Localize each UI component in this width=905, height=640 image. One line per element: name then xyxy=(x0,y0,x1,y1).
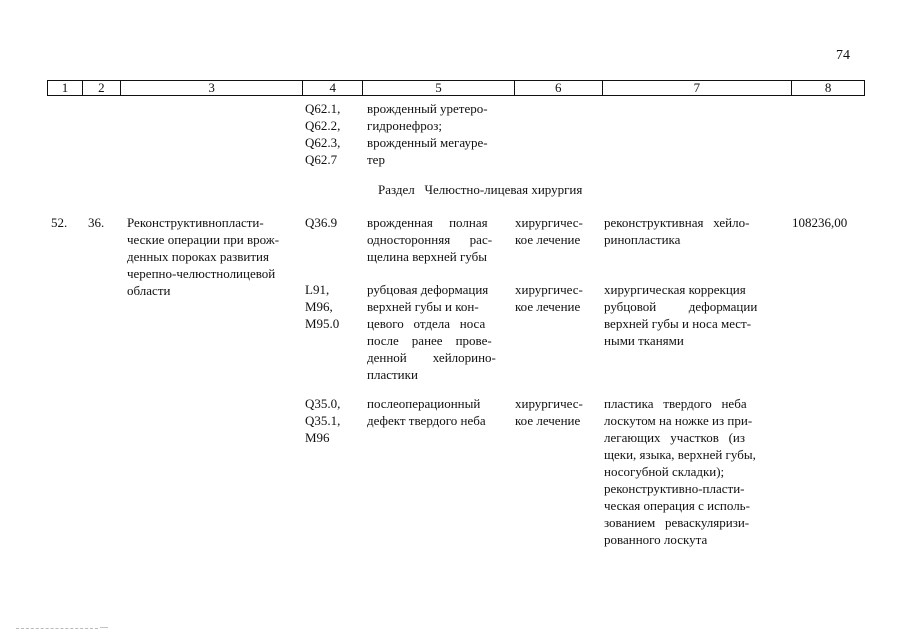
header-col-7: 7 xyxy=(603,81,793,95)
header-col-2: 2 xyxy=(83,81,121,95)
scan-artifact-mark xyxy=(100,627,108,628)
header-col-6: 6 xyxy=(515,81,603,95)
row-number: 52. xyxy=(51,215,68,230)
header-col-1: 1 xyxy=(48,81,83,95)
entry-1-diagnosis: врожденная полная односторонняя рас- щелина верхней губы xyxy=(367,215,493,264)
entry-3-codes: Q35.0, Q35.1, M96 xyxy=(305,396,341,445)
group-number: 36. xyxy=(88,215,105,230)
header-col-8: 8 xyxy=(824,80,832,95)
header-col-4: 4 xyxy=(303,81,363,95)
entry-3-method: пластика твердого неба лоскутом на ножке из при- легающих участков (из щеки, языка, верхней губы, носогубной складки); реконструктивно-пласти- ческая операция с исполь- зованием реваскуляризи- рованного лоскута xyxy=(604,396,756,547)
entry-1-method: реконструктивная хейло- ринопластика xyxy=(604,215,750,247)
entry-2-codes: L91, M96, M95.0 xyxy=(305,282,340,331)
entry-1-codes: Q36.9 xyxy=(305,215,338,230)
page-number: 74 xyxy=(836,48,850,63)
header-col-3: 3 xyxy=(121,81,304,95)
entry-3-treatment: хирургичес- кое лечение xyxy=(515,396,583,428)
entry-2-method: хирургическая коррекция рубцовой деформации верхней губы и носа мест- ными тканями xyxy=(604,282,758,348)
table-header-row xyxy=(47,80,865,96)
section-title: Раздел Челюстно-лицевая хирургия xyxy=(378,182,583,197)
procedure-name: Реконструктивнопласти- ческие операции при врож- денных пороках развития черепно-челюстнолицевой области xyxy=(127,215,280,298)
entry-1-treatment: хирургичес- кое лечение xyxy=(515,215,583,247)
entry-2-treatment: хирургичес- кое лечение xyxy=(515,282,583,314)
entry-3-diagnosis: послеоперационный дефект твердого неба xyxy=(367,396,486,428)
continuation-codes: Q62.1, Q62.2, Q62.3, Q62.7 xyxy=(305,101,341,167)
continuation-diagnosis: врожденный уретеро- гидронефроз; врожденный мегауре- тер xyxy=(367,101,488,167)
price: 108236,00 xyxy=(792,215,848,230)
header-col-5: 5 xyxy=(363,81,515,95)
scan-artifact-line xyxy=(16,626,98,629)
entry-2-diagnosis: рубцовая деформация верхней губы и кон- цевого отдела носа после ранее прове- денной хейлорино- пластики xyxy=(367,282,496,382)
